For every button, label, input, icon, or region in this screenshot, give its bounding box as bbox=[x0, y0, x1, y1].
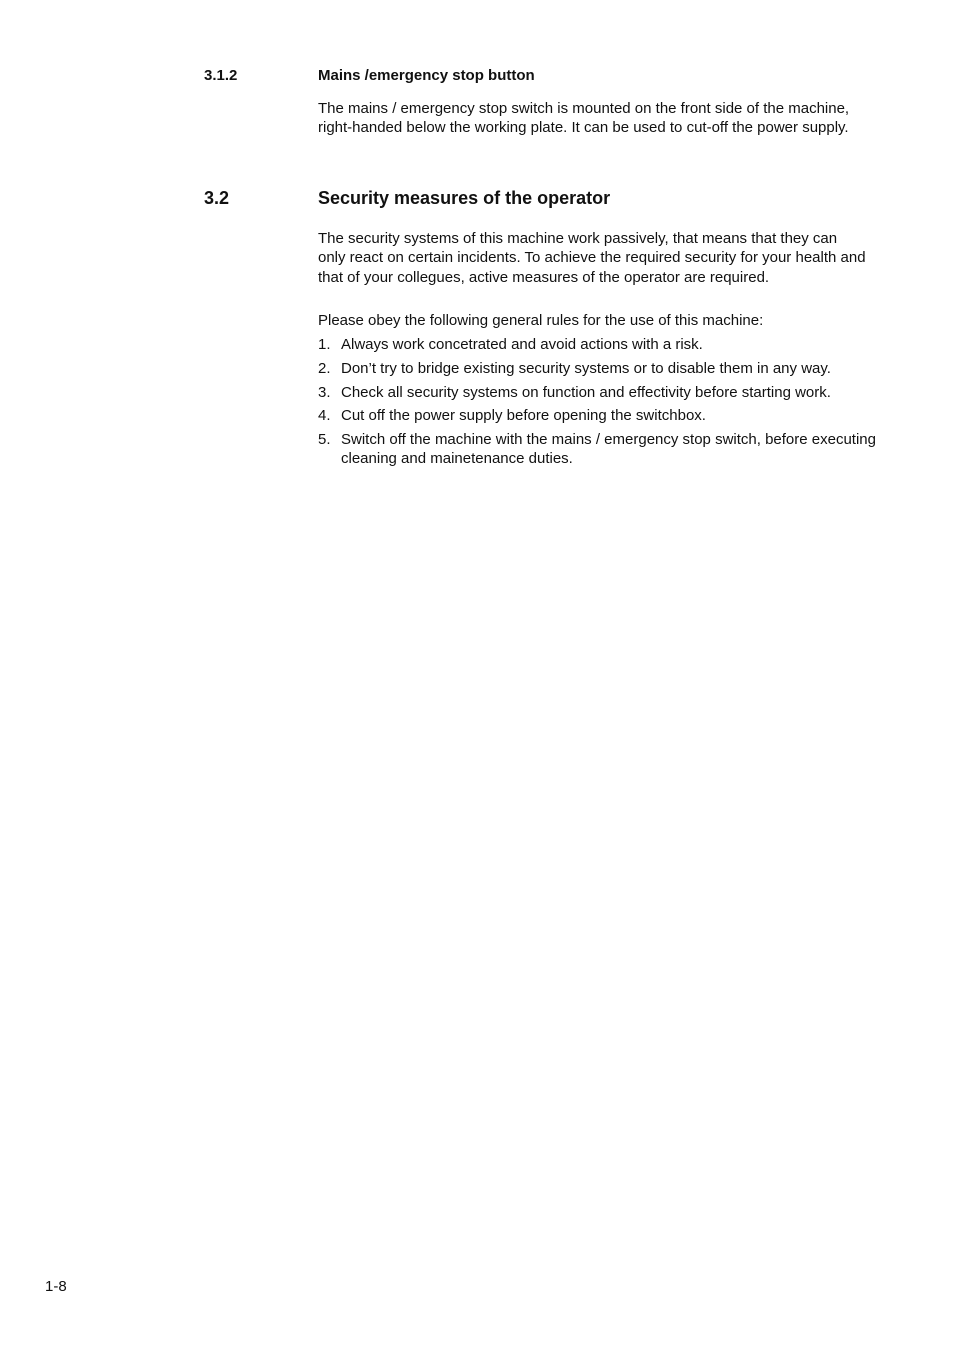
list-item-number: 4. bbox=[318, 407, 331, 425]
list-item-number: 3. bbox=[318, 383, 331, 401]
list-item-text: Don’t try to bridge existing security systems or to disable them in any way. bbox=[341, 359, 831, 377]
list-item bbox=[318, 406, 878, 425]
list-item-text: Cut off the power supply before opening the switchbox. bbox=[341, 407, 706, 425]
rules-list bbox=[318, 335, 878, 473]
page-number: 1-8 bbox=[45, 1278, 67, 1295]
list-item-text: Always work concetrated and avoid actions with a risk. bbox=[341, 336, 703, 353]
subsection-body: The mains / emergency stop switch is mounted on the front side of the machine, right-handed below the working plate. It can be used to cut-off the power supply. bbox=[318, 100, 850, 137]
list-item-number: 2. bbox=[318, 359, 331, 377]
subsection-number: 3.1.2 bbox=[204, 67, 238, 84]
list-item bbox=[318, 335, 878, 354]
subsection-title: Mains /emergency stop button bbox=[318, 67, 535, 84]
section-body: The security systems of this machine work passively, that means that they can only react on certain incidents. To achieve the required security for your health and that of your collegues, active measures of the operator are required. bbox=[318, 230, 866, 286]
list-item bbox=[318, 430, 878, 469]
list-item-text: Switch off the machine with the mains / emergency stop switch, before executing cleaning and mainetenance duties. bbox=[341, 431, 876, 468]
list-item bbox=[318, 359, 878, 378]
section-title: Security measures of the operator bbox=[318, 188, 611, 208]
list-item-number: 5. bbox=[318, 431, 331, 449]
rules-intro: Please obey the following general rules for the use of this machine: bbox=[318, 312, 764, 329]
list-item-number: 1. bbox=[318, 336, 331, 353]
list-item-text: Check all security systems on function and effectivity before starting work. bbox=[341, 383, 831, 401]
list-item bbox=[318, 383, 878, 402]
section-number: 3.2 bbox=[204, 188, 230, 208]
